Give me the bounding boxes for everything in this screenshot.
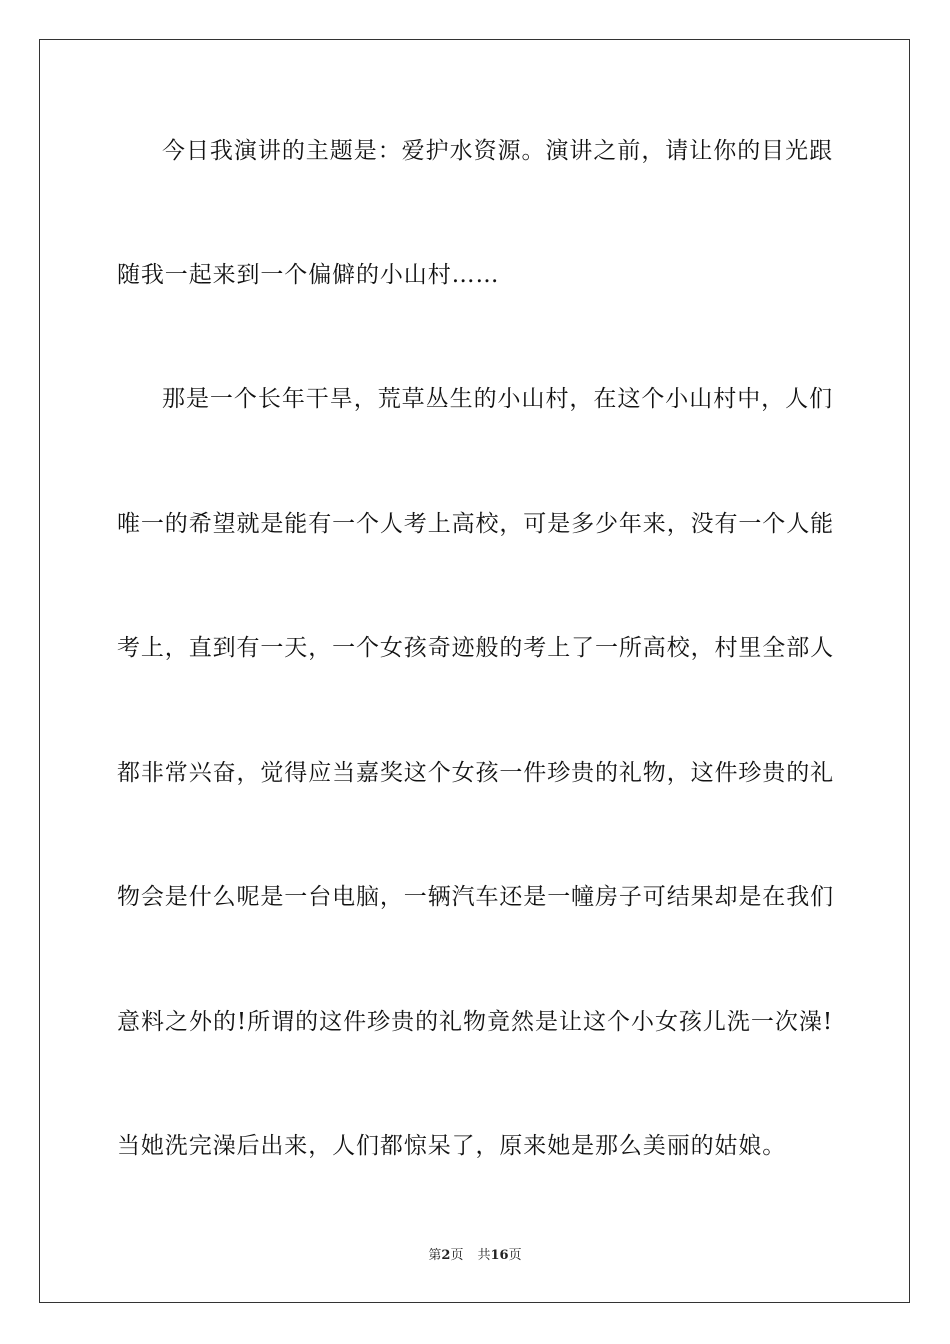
paragraph-2-line-1: 那是一个长年干旱，荒草丛生的小山村，在这个小山村中，人们	[162, 386, 833, 412]
footer-page-number: 2	[441, 1248, 451, 1263]
paragraph-2-line-5: 物会是什么呢是一台电脑，一辆汽车还是一幢房子可结果却是在我们	[117, 884, 834, 910]
footer-page-suffix: 页	[450, 1248, 464, 1263]
paragraph-1-line-1: 今日我演讲的主题是：爱护水资源。演讲之前，请让你的目光跟	[162, 138, 833, 164]
paragraph-2-line-6: 意料之外的!所谓的这件珍贵的礼物竟然是让这个小女孩儿洗一次澡!	[117, 1009, 833, 1035]
paragraph-2-line-3: 考上，直到有一天，一个女孩奇迹般的考上了一所高校，村里全部人	[117, 635, 834, 661]
footer-page-prefix: 第	[428, 1248, 442, 1263]
page-frame	[39, 39, 910, 1303]
paragraph-2-line-7: 当她洗完澡后出来，人们都惊呆了，原来她是那么美丽的姑娘。	[117, 1133, 787, 1159]
paragraph-1-line-2: 随我一起来到一个偏僻的小山村……	[117, 262, 500, 288]
footer-total-prefix: 共	[477, 1248, 491, 1263]
footer-total-suffix: 页	[508, 1248, 522, 1263]
page-footer	[0, 1247, 950, 1265]
footer-total-pages: 16	[490, 1248, 509, 1263]
paragraph-2-line-4: 都非常兴奋，觉得应当嘉奖这个女孩一件珍贵的礼物，这件珍贵的礼	[117, 760, 834, 786]
paragraph-2-line-2: 唯一的希望就是能有一个人考上高校，可是多少年来，没有一个人能	[117, 511, 834, 537]
